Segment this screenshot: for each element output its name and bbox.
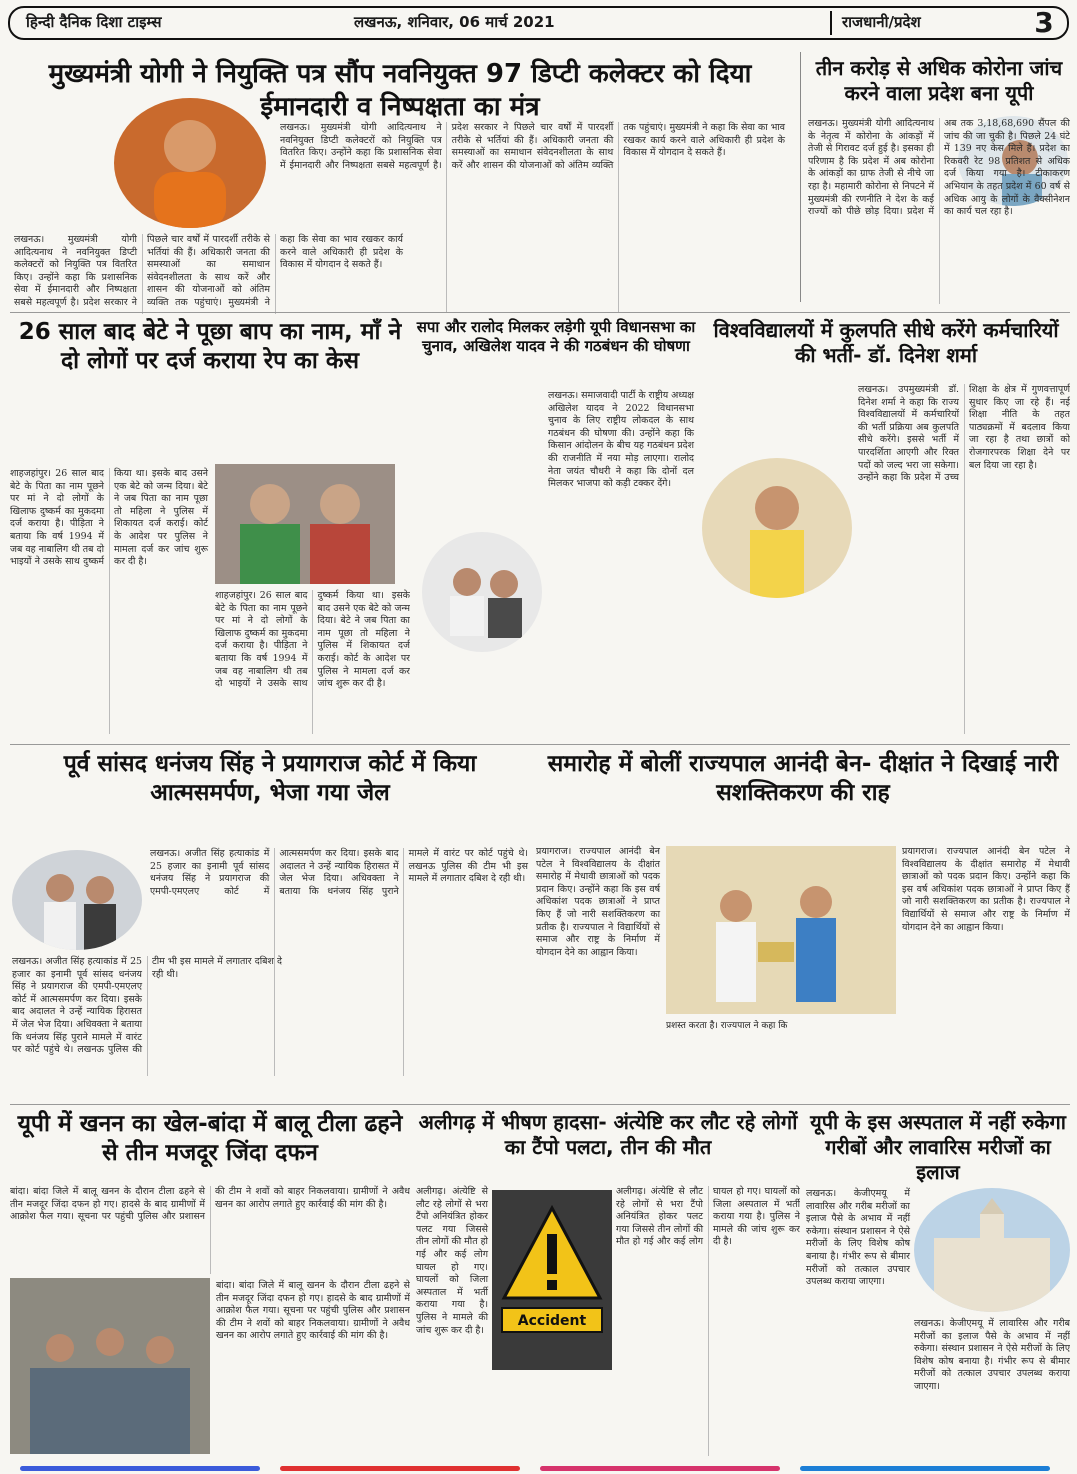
photo-dhananjay xyxy=(12,850,142,950)
photo-banda xyxy=(10,1278,210,1454)
masthead xyxy=(8,6,1069,40)
headline-banda: यूपी में खनन का खेल-बांदा में बालू टीला ढहने से तीन मजदूर जिंदा दफन xyxy=(17,1111,403,1166)
story-sp-rld xyxy=(416,318,696,738)
photo-dinesh-sharma-svg xyxy=(702,458,852,598)
body-banda: बांदा। बांदा जिले में बालू खनन के दौरान टीला ढहने से तीन मजदूर जिंदा दफन हो गए। हादसे के बाद ग्रामीणों में आक्रोश फैल गया। सूचना पर पहुंची पुलिस और प्रशासन की टीम ने शवों को बाहर निकलवाया। ग्रामीणों ने अवैध खनन का आरोप लगाते हुए कार्रवाई की मांग की है। xyxy=(10,1186,410,1223)
headline-dhananjay: पूर्व सांसद धनंजय सिंह ने प्रयागराज कोर्ट में किया आत्मसमर्पण, भेजा गया जेल xyxy=(63,751,477,806)
photo-accident xyxy=(492,1190,612,1370)
photo-rape-case-svg xyxy=(215,464,395,584)
photo-yogi xyxy=(114,98,266,228)
story-governor xyxy=(536,750,1070,1080)
photo-akhilesh xyxy=(422,532,542,652)
headline-corona: तीन करोड़ से अधिक कोरोना जांच करने वाला प्रदेश बना यूपी xyxy=(815,56,1063,105)
row-divider xyxy=(10,744,1070,745)
photo-yogi-svg xyxy=(114,98,266,228)
masthead-divider xyxy=(830,11,832,35)
page-number: 3 xyxy=(1034,6,1054,39)
body-dhananjay-left: लखनऊ। अजीत सिंह हत्याकांड में 25 हजार का इनामी पूर्व सांसद धनंजय सिंह ने प्रयागराज की एमपी-एमएलए कोर्ट में आत्मसमर्पण कर दिया। इसके बाद अदालत ने उन्हें न्यायिक हिरासत में जेल भेज दिया। अधिवक्ता ने बताया कि धनंजय सिंह पुराने मामले में वारंट पर कोर्ट पहुंचे थे। लखनऊ पुलिस की टीम भी इस मामले में लगातार दबिश दे रही थी। xyxy=(12,956,282,1056)
headline-yogi: मुख्यमंत्री योगी ने नियुक्ति पत्र सौंप नवनियुक्त 97 डिप्टी कलेक्टर को दिया ईमानदारी व निष्पक्षता का मंत्र xyxy=(48,59,752,122)
body-aligarh-left: अलीगढ़। अंत्येष्टि से लौट रहे लोगों से भरा टैंपो अनियंत्रित होकर पलट गया जिससे तीन लोगों की मौत हो गई और कई लोग घायल हो गए। घायलों को जिला अस्पताल में भर्ती कराया गया है। पुलिस ने मामले की जांच शुरू कर दी है। xyxy=(416,1186,488,1336)
caption-governor: प्रशस्त करता है। राज्यपाल ने कहा कि xyxy=(666,1021,788,1031)
issue-date: लखनऊ, शनिवार, 06 मार्च 2021 xyxy=(354,13,555,31)
photo-banda-svg xyxy=(10,1278,210,1454)
photo-dinesh-sharma xyxy=(702,458,852,598)
body-yogi: लखनऊ। मुख्यमंत्री योगी आदित्यनाथ ने नवनियुक्त डिप्टी कलेक्टरों को नियुक्ति पत्र वितरित किए। उन्होंने कहा कि प्रशासनिक सेवा में ईमानदारी और निष्पक्षता सबसे महत्वपूर्ण है। प्रदेश सरकार ने पिछले चार वर्षों में पारदर्शी तरीके से भर्तियां की हैं। अधिकारी जनता की समस्याओं का समाधान संवेदनशीलता के साथ करें और शासन की योजनाओं को अंतिम व्यक्ति तक पहुंचाएं। मुख्यमंत्री ने कहा कि सेवा का भाव रखकर कार्य करने वाले अधिकारी ही प्रदेश के विकास में योगदान दे सकते हैं। xyxy=(280,122,785,171)
footer-segment xyxy=(20,1466,260,1471)
body-hospital: लखनऊ। केजीएमयू में लावारिस और गरीब मरीजों का इलाज पैसे के अभाव में नहीं रुकेगा। संस्थान प्रशासन ने ऐसे मरीजों के लिए विशेष कोष बनाया है। गंभीर रूप से बीमार मरीजों को तत्काल उपचार उपलब्ध कराया जाएगा। xyxy=(914,1318,1070,1392)
accident-label: Accident xyxy=(517,1313,587,1329)
footer-color-bar xyxy=(0,1462,1077,1474)
photo-akhilesh-svg xyxy=(422,532,542,652)
body-banda-right: बांदा। बांदा जिले में बालू खनन के दौरान टीला ढहने से तीन मजदूर जिंदा दफन हो गए। हादसे के बाद ग्रामीणों में आक्रोश फैल गया। सूचना पर पहुंची पुलिस और प्रशासन की टीम ने शवों को बाहर निकलवाया। ग्रामीणों ने अवैध खनन का आरोप लगाते हुए कार्रवाई की मांग की है। xyxy=(216,1280,410,1342)
body-university: लखनऊ। उपमुख्यमंत्री डॉ. दिनेश शर्मा ने कहा कि राज्य विश्वविद्यालयों में कर्मचारियों की भर्ती प्रक्रिया अब कुलपति सीधे करेंगे। इससे भर्ती में पारदर्शिता आएगी और रिक्त पदों को जल्द भरा जा सकेगा। उन्होंने कहा कि प्रदेश में उच्च शिक्षा के क्षेत्र में गुणवत्तापूर्ण सुधार किए जा रहे हैं। नई शिक्षा नीति के तहत पाठ्यक्रमों में बदलाव किया जा रहा है तथा छात्रों को रोजगारपरक शिक्षा देने पर बल दिया जा रहा है। xyxy=(858,384,1070,484)
body-governor-left: प्रयागराज। राज्यपाल आनंदी बेन पटेल ने विश्वविद्यालय के दीक्षांत समारोह में मेधावी छात्राओं को पदक प्रदान किए। उन्होंने कहा कि इस वर्ष अधिकांश पदक छात्राओं ने प्राप्त किए हैं जो नारी सशक्तिकरण का प्रतीक है। राज्यपाल ने विद्यार्थियों से समाज और राष्ट्र के निर्माण में योगदान देने का आह्वान किया। xyxy=(536,846,660,958)
footer-segment xyxy=(280,1466,520,1471)
photo-governor xyxy=(666,846,896,1014)
headline-university: विश्वविद्यालयों में कुलपति सीधे करेंगे कर्मचारियों की भर्ती- डॉ. दिनेश शर्मा xyxy=(713,318,1059,367)
body-governor: प्रयागराज। राज्यपाल आनंदी बेन पटेल ने विश्वविद्यालय के दीक्षांत समारोह में मेधावी छात्राओं को पदक प्रदान किए। उन्होंने कहा कि इस वर्ष अधिकांश पदक छात्राओं ने प्राप्त किए हैं जो नारी सशक्तिकरण का प्रतीक है। राज्यपाल ने विद्यार्थियों से समाज और राष्ट्र के निर्माण में योगदान देने का आह्वान किया। xyxy=(902,846,1070,933)
footer-segment xyxy=(800,1466,1050,1471)
headline-hospital: यूपी के इस अस्पताल में नहीं रुकेगा गरीबों और लावारिस मरीजों का इलाज xyxy=(810,1110,1066,1184)
body-rape-case: शाहजहांपुर। 26 साल बाद बेटे के पिता का नाम पूछने पर मां ने दो लोगों के खिलाफ दुष्कर्म का मुकदमा दर्ज कराया है। पीड़िता ने बताया कि वर्ष 1994 में जब वह नाबालिग थी तब दो भाइयों ने उसके साथ दुष्कर्म किया था। इसके बाद उसने एक बेटे को जन्म दिया। बेटे ने जब पिता का नाम पूछा तो महिला ने पुलिस में शिकायत दर्ज कराई। कोर्ट के आदेश पर पुलिस ने मामला दर्ज कर जांच शुरू कर दी है। xyxy=(10,468,208,568)
story-university xyxy=(702,318,1070,738)
story-corona xyxy=(808,56,1070,306)
photo-dhananjay-svg xyxy=(12,850,142,950)
photo-rape-case xyxy=(215,464,395,584)
story-hospital xyxy=(806,1110,1070,1460)
section-name: राजधानी/प्रदेश xyxy=(842,13,921,31)
photo-hospital-svg xyxy=(914,1188,1070,1312)
body-sp-rld: लखनऊ। समाजवादी पार्टी के राष्ट्रीय अध्यक्ष अखिलेश यादव ने 2022 विधानसभा चुनाव के लिए राष्ट्रीय लोकदल के साथ गठबंधन की घोषणा की। उन्होंने कहा कि किसान आंदोलन के बीच यह गठबंधन प्रदेश की राजनीति में नया मोड़ लाएगा। रालोद नेता जयंत चौधरी ने कहा कि दोनों दल मिलकर भाजपा को कड़ी टक्कर देंगे। xyxy=(548,390,694,490)
photo-governor-svg xyxy=(666,846,896,1014)
row-divider xyxy=(10,312,1070,313)
body-rape-case-right: शाहजहांपुर। 26 साल बाद बेटे के पिता का नाम पूछने पर मां ने दो लोगों के खिलाफ दुष्कर्म का मुकदमा दर्ज कराया है। पीड़िता ने बताया कि वर्ष 1994 में जब वह नाबालिग थी तब दो भाइयों ने उसके साथ दुष्कर्म किया था। इसके बाद उसने एक बेटे को जन्म दिया। बेटे ने जब पिता का नाम पूछा तो महिला ने पुलिस में शिकायत दर्ज कराई। कोर्ट के आदेश पर पुलिस ने मामला दर्ज कर जांच शुरू कर दी है। xyxy=(215,590,410,690)
story-yogi xyxy=(10,58,790,318)
row-divider xyxy=(10,1104,1070,1105)
story-rape-case xyxy=(10,318,410,738)
story-dhananjay xyxy=(10,750,530,1080)
photo-hospital xyxy=(914,1188,1070,1312)
body-yogi-left: लखनऊ। मुख्यमंत्री योगी आदित्यनाथ ने नवनियुक्त डिप्टी कलेक्टरों को नियुक्ति पत्र वितरित किए। उन्होंने कहा कि प्रशासनिक सेवा में ईमानदारी और निष्पक्षता सबसे महत्वपूर्ण है। प्रदेश सरकार ने पिछले चार वर्षों में पारदर्शी तरीके से भर्तियां की हैं। अधिकारी जनता की समस्याओं का समाधान संवेदनशीलता के साथ करें और शासन की योजनाओं को अंतिम व्यक्ति तक पहुंचाएं। मुख्यमंत्री ने कहा कि सेवा का भाव रखकर कार्य करने वाले अधिकारी ही प्रदेश के विकास में योगदान दे सकते हैं। xyxy=(14,234,403,308)
body-corona: लखनऊ। मुख्यमंत्री योगी आदित्यनाथ के नेतृत्व में कोरोना के आंकड़ों में तेजी से गिरावट दर्ज हुई है। इसका ही परिणाम है कि प्रदेश में अब कोरोना के आंकड़ों का ग्राफ तेजी से नीचे जा रहा है। महामारी कोरोना से निपटने में मुख्यमंत्री की रणनीति ने देश के कई राज्यों को पीछे छोड़ दिया। प्रदेश में अब तक 3,18,68,690 सैंपल की जांच की जा चुकी है। पिछले 24 घंटे में 139 नए केस मिले हैं। प्रदेश का रिकवरी रेट 98 प्रतिशत से अधिक दर्ज किया गया है। टीकाकरण अभियान के तहत प्रदेश में 60 वर्ष से अधिक आयु के लोगों के वैक्सीनेशन का कार्य चल रहा है। xyxy=(808,118,1070,218)
body-dhananjay: लखनऊ। अजीत सिंह हत्याकांड में 25 हजार का इनामी पूर्व सांसद धनंजय सिंह ने प्रयागराज की एमपी-एमएलए कोर्ट में आत्मसमर्पण कर दिया। इसके बाद अदालत ने उन्हें न्यायिक हिरासत में जेल भेज दिया। अधिवक्ता ने बताया कि धनंजय सिंह पुराने मामले में वारंट पर कोर्ट पहुंचे थे। लखनऊ पुलिस की टीम भी इस मामले में लगातार दबिश दे रही थी। xyxy=(150,848,528,897)
photo-accident-svg xyxy=(492,1190,612,1370)
column-divider xyxy=(800,52,801,302)
body-aligarh: अलीगढ़। अंत्येष्टि से लौट रहे लोगों से भरा टैंपो अनियंत्रित होकर पलट गया जिससे तीन लोगों की मौत हो गई और कई लोग घायल हो गए। घायलों को जिला अस्पताल में भर्ती कराया गया है। पुलिस ने मामले की जांच शुरू कर दी है। xyxy=(616,1186,800,1248)
paper-name: हिन्दी दैनिक दिशा टाइम्स xyxy=(26,13,162,31)
story-aligarh xyxy=(416,1110,800,1460)
headline-governor: समारोह में बोलीं राज्यपाल आनंदी बेन- दीक्षांत ने दिखाई नारी सशक्तिकरण की राह xyxy=(547,751,1059,806)
story-banda xyxy=(10,1110,410,1460)
headline-sp-rld: सपा और रालोद मिलकर लड़ेगी यूपी विधानसभा का चुनाव, अखिलेश यादव ने की गठबंधन की घोषणा xyxy=(416,318,696,355)
body-hospital-left: लखनऊ। केजीएमयू में लावारिस और गरीब मरीजों का इलाज पैसे के अभाव में नहीं रुकेगा। संस्थान प्रशासन ने ऐसे मरीजों के लिए विशेष कोष बनाया है। गंभीर रूप से बीमार मरीजों को तत्काल उपचार उपलब्ध कराया जाएगा। xyxy=(806,1188,910,1288)
headline-aligarh: अलीगढ़ में भीषण हादसा- अंत्येष्टि कर लौट रहे लोगों का टैंपो पलटा, तीन की मौत xyxy=(418,1110,798,1159)
footer-segment xyxy=(540,1466,780,1471)
headline-rape-case: 26 साल बाद बेटे ने पूछा बाप का नाम, माँ ने दो लोगों पर दर्ज कराया रेप का केस xyxy=(18,319,402,374)
